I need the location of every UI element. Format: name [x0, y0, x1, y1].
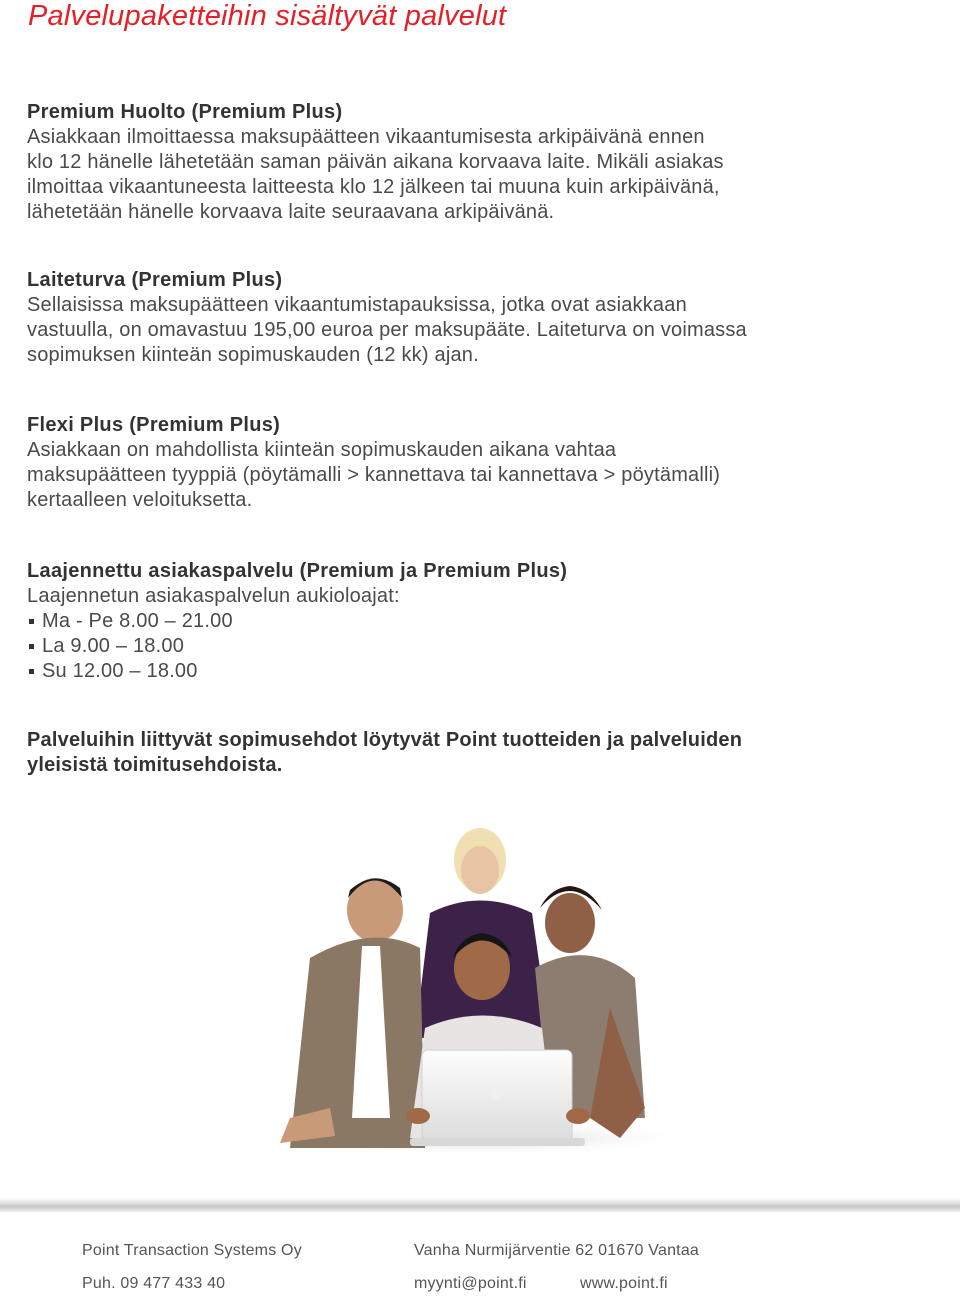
section-text-line: klo 12 hänelle lähetetään saman päivän aikana korvaava laite. Mikäli asiakas — [27, 151, 724, 173]
section-text-line: Laajennetun asiakaspalvelun aukioloajat: — [27, 585, 400, 607]
footer-website[interactable]: www.point.fi — [580, 1275, 668, 1292]
footer-divider — [0, 1198, 960, 1212]
section-flexi-plus — [27, 413, 937, 513]
bullet-icon — [29, 669, 34, 674]
section-text-line: ilmoittaa vikaantuneesta laitteesta klo 12 jälkeen tai muuna kuin arkipäivänä, — [27, 176, 720, 198]
closing-line: yleisistä toimitusehdoista. — [27, 754, 283, 776]
section-heading: Laajennettu asiakaspalvelu (Premium ja Premium Plus) — [27, 560, 568, 582]
list-item — [27, 659, 937, 684]
opening-hours-list — [27, 609, 937, 684]
section-text-line: Asiakkaan on mahdollista kiinteän sopimuskauden aikana vahtaa — [27, 439, 617, 461]
list-item — [27, 634, 937, 659]
page-title: Palvelupaketteihin sisältyvät palvelut — [28, 0, 507, 32]
section-text-line: Sellaisissa maksupäätteen vikaantumistapauksissa, jotka ovat asiakkaan — [27, 294, 687, 316]
bullet-icon — [29, 644, 34, 649]
section-text-line: maksupäätteen tyyppiä (pöytämalli > kannettava tai kannettava > pöytämalli) — [27, 464, 721, 486]
section-text-line: sopimuksen kiinteän sopimuskauden (12 kk) ajan. — [27, 344, 479, 366]
opening-hours-sunday: Su 12.00 – 18.00 — [42, 660, 198, 682]
opening-hours-saturday: La 9.00 – 18.00 — [42, 635, 185, 657]
footer-email[interactable]: myynti@point.fi — [414, 1275, 527, 1292]
footer-address: Vanha Nurmijärventie 62 01670 Vantaa — [414, 1242, 700, 1259]
section-text-line: kertaalleen veloituksetta. — [27, 489, 253, 511]
section-heading: Laiteturva (Premium Plus) — [27, 269, 283, 291]
opening-hours-weekdays: Ma - Pe 8.00 – 21.00 — [42, 610, 233, 632]
footer-phone: Puh. 09 477 433 40 — [82, 1275, 226, 1292]
section-heading: Premium Huolto (Premium Plus) — [27, 101, 343, 123]
section-text-line: vastuulla, on omavastuu 195,00 euroa per maksupääte. Laiteturva on voimassa — [27, 319, 747, 341]
section-laiteturva — [27, 268, 937, 368]
section-text-line: lähetetään hänelle korvaava laite seuraavana arkipäivänä. — [27, 201, 555, 223]
list-item — [27, 609, 937, 634]
closing-statement — [27, 728, 937, 778]
footer-company: Point Transaction Systems Oy — [82, 1242, 302, 1259]
section-text-line: Asiakkaan ilmoittaessa maksupäätteen vikaantumisesta arkipäivänä ennen — [27, 126, 705, 148]
people-with-laptop-photo — [250, 818, 710, 1158]
section-heading: Flexi Plus (Premium Plus) — [27, 414, 281, 436]
bullet-icon — [29, 619, 34, 624]
section-premium-huolto — [27, 100, 937, 225]
closing-line: Palveluihin liittyvät sopimusehdot löytyvät Point tuotteiden ja palveluiden — [27, 729, 743, 751]
section-laajennettu-asiakaspalvelu — [27, 559, 937, 684]
